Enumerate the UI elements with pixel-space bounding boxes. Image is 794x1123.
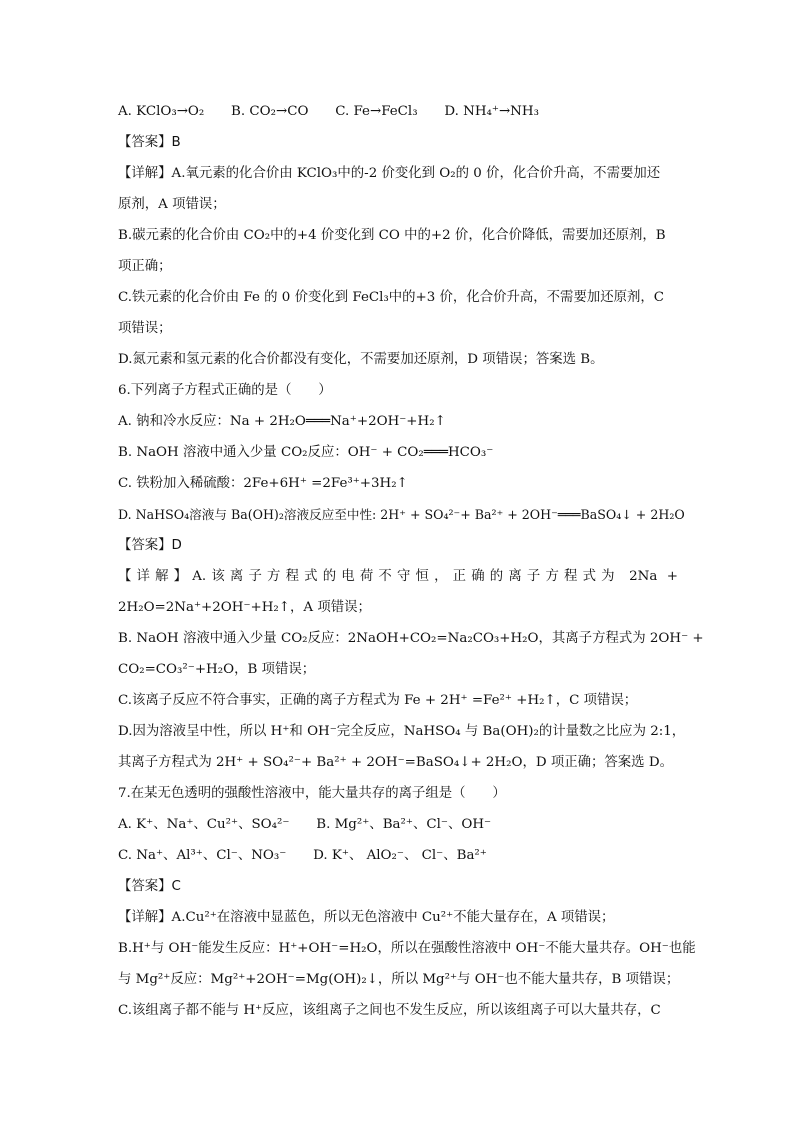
q5-explanation-line: B.碳元素的化合价由 CO₂中的+4 价变化到 CO 中的+2 价，化合价降低，需要加还原剂，B [118,228,666,243]
q6-explanation-line: B. NaOH 溶液中通入少量 CO₂反应：2NaOH+CO₂=Na₂CO₃+H₂O，其离子方程式为 2OH⁻ + [118,631,704,646]
q5-explanation-line: 原剂，A 项错误； [118,197,226,212]
q7-explanation-line: B.H⁺与 OH⁻能发生反应：H⁺+OH⁻=H₂O，所以在强酸性溶液中 OH⁻不能大量共存。OH⁻也能 [118,941,696,956]
q6-option-b: B. NaOH 溶液中通入少量 CO₂反应：OH⁻ + CO₂═══HCO₃⁻ [118,445,494,460]
q6-option-d: D. NaHSO₄溶液与 Ba(OH)₂溶液反应至中性: 2H⁺ + SO₄²⁻+ Ba²⁺ + 2OH⁻═══BaSO₄↓ + 2H₂O [118,507,685,522]
q7-options-cd: C. Na⁺、Al³⁺、Cl⁻、NO₃⁻ D. K⁺、 AlO₂⁻、 Cl⁻、Ba²⁺ [118,848,487,863]
q6-option-c: C. 铁粉加入稀硫酸：2Fe+6H⁺ =2Fe³⁺+3H₂↑ [118,476,408,491]
q7-explanation-line: 【详解】A.Cu²⁺在溶液中显蓝色，所以无色溶液中 Cu²⁺不能大量存在，A 项错误； [118,910,615,925]
q5-explanation-line: 【详解】A.氧元素的化合价由 KClO₃中的-2 价变化到 O₂的 0 价，化合价升高，不需要加还 [118,166,661,181]
q7-question: 7.在某无色透明的强酸性溶液中，能大量共存的离子组是（ ） [118,786,506,801]
q6-explanation-line: 【详解】A.该离子方程式的电荷不守恒，正确的离子方程式为 2Na + [118,569,678,584]
q6-option-a: A. 钠和冷水反应：Na + 2H₂O═══Na⁺+2OH⁻+H₂↑ [118,414,446,429]
q6-explanation-line: C.该离子反应不符合事实，正确的离子方程式为 Fe + 2H⁺ =Fe²⁺ +H₂↑，C 项错误； [118,693,638,708]
q7-explanation-line: C.该组离子都不能与 H⁺反应，该组离子之间也不发生反应，所以该组离子可以大量共存，C [118,1003,661,1018]
q6-explanation-line: 其离子方程式为 2H⁺ + SO₄²⁻+ Ba²⁺ + 2OH⁻=BaSO₄↓+ 2H₂O，D 项正确；答案选 D。 [118,755,673,770]
q7-explanation-line: 与 Mg²⁺反应：Mg²⁺+2OH⁻=Mg(OH)₂↓，所以 Mg²⁺与 OH⁻也不能大量共存，B 项错误； [118,972,680,987]
q5-explanation-line: C.铁元素的化合价由 Fe 的 0 价变化到 FeCl₃中的+3 价，化合价升高，不需要加还原剂，C [118,290,665,305]
q7-answer: 【答案】C [118,879,181,894]
q5-explanation-line: 项错误； [118,321,172,336]
q5-explanation-line: D.氮元素和氢元素的化合价都没有变化，不需要加还原剂，D 项错误；答案选 B。 [118,352,604,367]
q6-explanation-line: D.因为溶液呈中性，所以 H⁺和 OH⁻完全反应，NaHSO₄ 与 Ba(OH)₂的计量数之比应为 2:1， [118,724,686,739]
q5-explanation-line: 项正确； [118,259,172,274]
q6-explanation-line: CO₂=CO₃²⁻+H₂O，B 项错误； [118,662,316,677]
q6-answer: 【答案】D [118,538,182,553]
q5-answer: 【答案】B [118,135,181,150]
q6-question: 6.下列离子方程式正确的是（ ） [118,383,332,398]
q7-options-ab: A. K⁺、Na⁺、Cu²⁺、SO₄²⁻ B. Mg²⁺、Ba²⁺、Cl⁻、OH⁻ [118,817,492,832]
q5-options: A. KClO₃→O₂ B. CO₂→CO C. Fe→FeCl₃ D. NH₄⁺→NH₃ [118,104,539,119]
q6-explanation-line: 2H₂O=2Na⁺+2OH⁻+H₂↑，A 项错误； [118,600,371,615]
